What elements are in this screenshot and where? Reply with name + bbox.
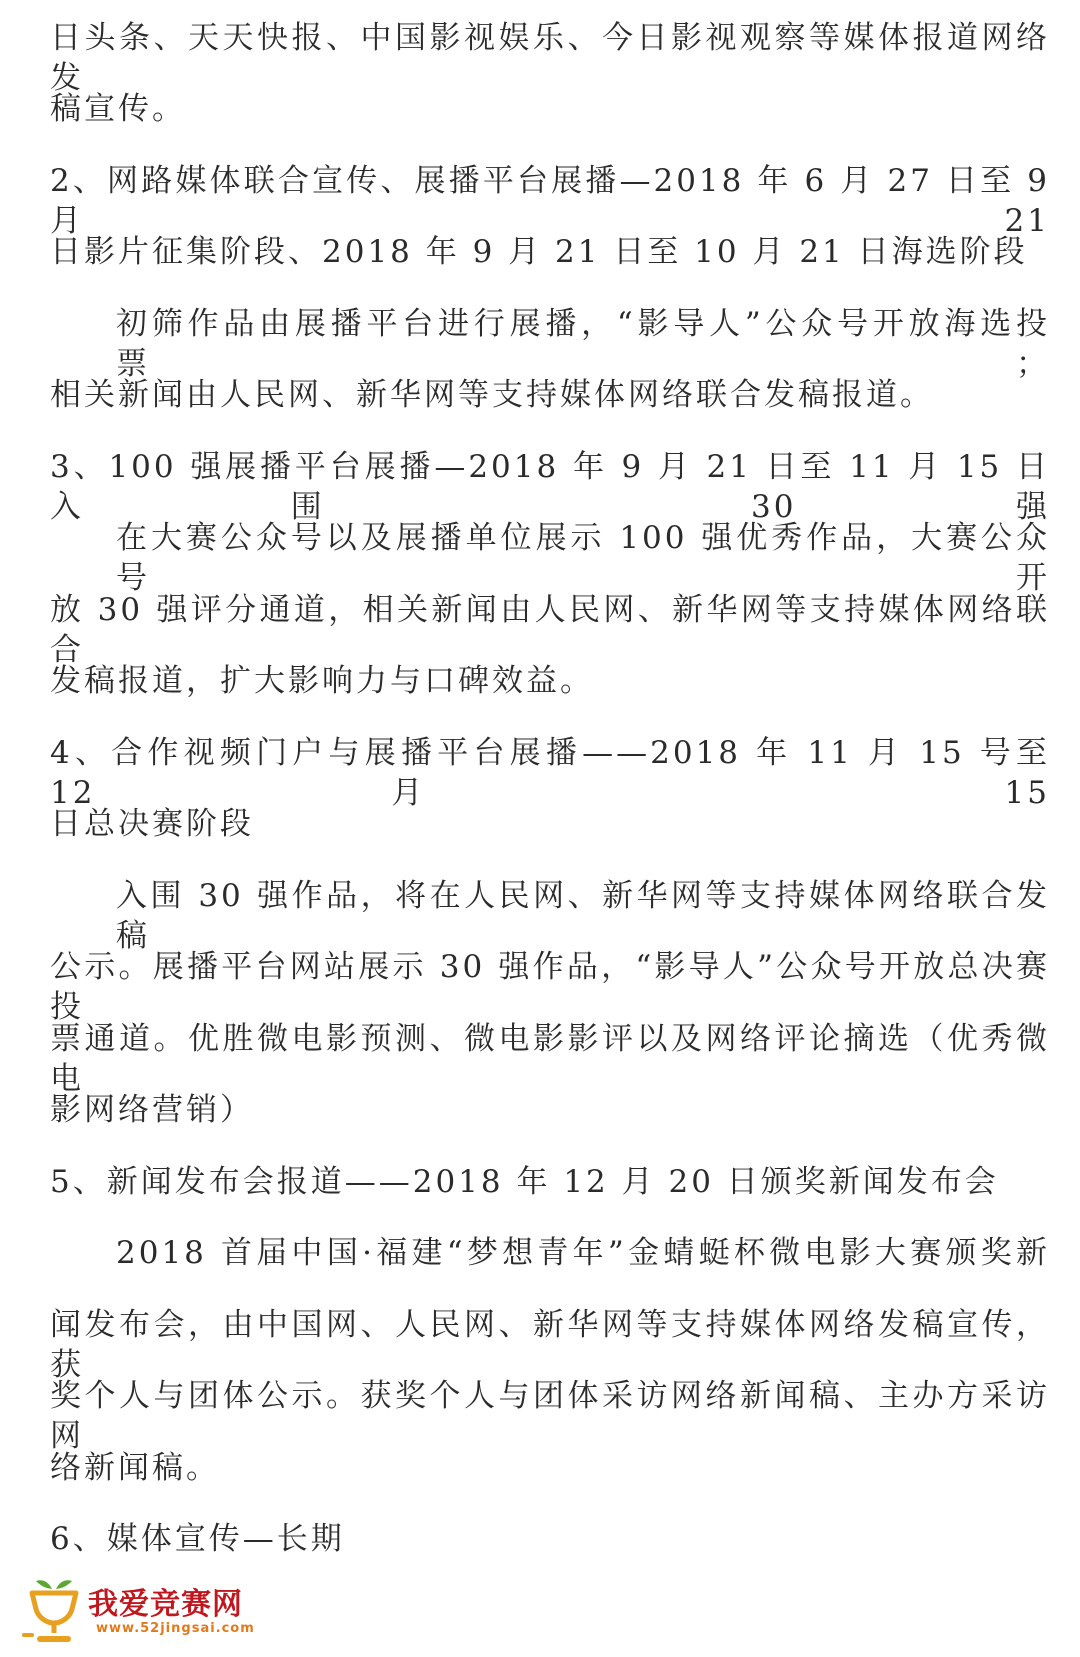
- section-5-para-line-3: 奖个人与团体公示。获奖个人与团体采访网络新闻稿、主办方采访网: [50, 1378, 1050, 1454]
- watermark-title: 我爱竞赛网: [88, 1587, 243, 1622]
- section-6-heading: 6、媒体宣传—长期: [50, 1521, 345, 1557]
- section-5-para-line-2: 闻发布会，由中国网、人民网、新华网等支持媒体网络发稿宣传，获: [50, 1307, 1050, 1383]
- section-3-heading: 3、100 强展播平台展播—2018 年 9 月 21 日至 11 月 15 日入围 30 强: [50, 449, 1050, 525]
- text-line-1: 日头条、天天快报、中国影视娱乐、今日影视观察等媒体报道网络发: [50, 20, 1050, 96]
- section-5-para-line-4: 络新闻稿。: [50, 1450, 220, 1486]
- section-2-heading: 2、网路媒体联合宣传、展播平台展播—2018 年 6 月 27 日至 9 月 21: [50, 163, 1050, 239]
- section-2-para-line-2: 相关新闻由人民网、新华网等支持媒体网络联合发稿报道。: [50, 377, 934, 413]
- section-4-heading: 4、合作视频门户与展播平台展播——2018 年 11 月 15 号至 12 月 15: [50, 735, 1050, 811]
- watermark-url: www.52jingsai.com: [96, 1621, 255, 1636]
- section-3-para-line-1: 在大赛公众号以及展播单位展示 100 强优秀作品，大赛公众号开: [116, 520, 1050, 596]
- leaf-left-shape: [36, 1580, 52, 1589]
- section-2-para-line-1: 初筛作品由展播平台进行展播，“影导人”公众号开放海选投票；: [116, 306, 1050, 382]
- section-4-para-line-4: 影网络营销）: [50, 1092, 254, 1128]
- section-3-para-line-3: 发稿报道，扩大影响力与口碑效益。: [50, 663, 594, 699]
- section-4-para-line-3: 票通道。优胜微电影预测、微电影影评以及网络评论摘选（优秀微电: [50, 1021, 1050, 1097]
- section-5-heading: 5、新闻发布会报道——2018 年 12 月 20 日颁奖新闻发布会: [50, 1164, 999, 1200]
- section-4-para-line-1: 入围 30 强作品，将在人民网、新华网等支持媒体网络联合发稿: [116, 878, 1050, 954]
- section-4-para-line-2: 公示。展播平台网站展示 30 强作品，“影导人”公众号开放总决赛投: [50, 949, 1050, 1025]
- cup-body-shape: [32, 1593, 76, 1623]
- text-line-2: 稿宣传。: [50, 91, 186, 127]
- section-2-heading-cont: 日影片征集阶段、2018 年 9 月 21 日至 10 月 21 日海选阶段: [50, 234, 1028, 270]
- leaf-right-shape: [56, 1580, 72, 1589]
- section-4-heading-cont: 日总决赛阶段: [50, 806, 254, 842]
- watermark-logo: [22, 1575, 272, 1647]
- section-5-para-line-1: 2018 首届中国·福建“梦想青年”金蜻蜓杯微电影大赛颁奖新: [116, 1235, 1050, 1271]
- section-3-para-line-2: 放 30 强评分通道，相关新闻由人民网、新华网等支持媒体网络联合: [50, 592, 1050, 668]
- trophy-icon: [22, 1575, 86, 1647]
